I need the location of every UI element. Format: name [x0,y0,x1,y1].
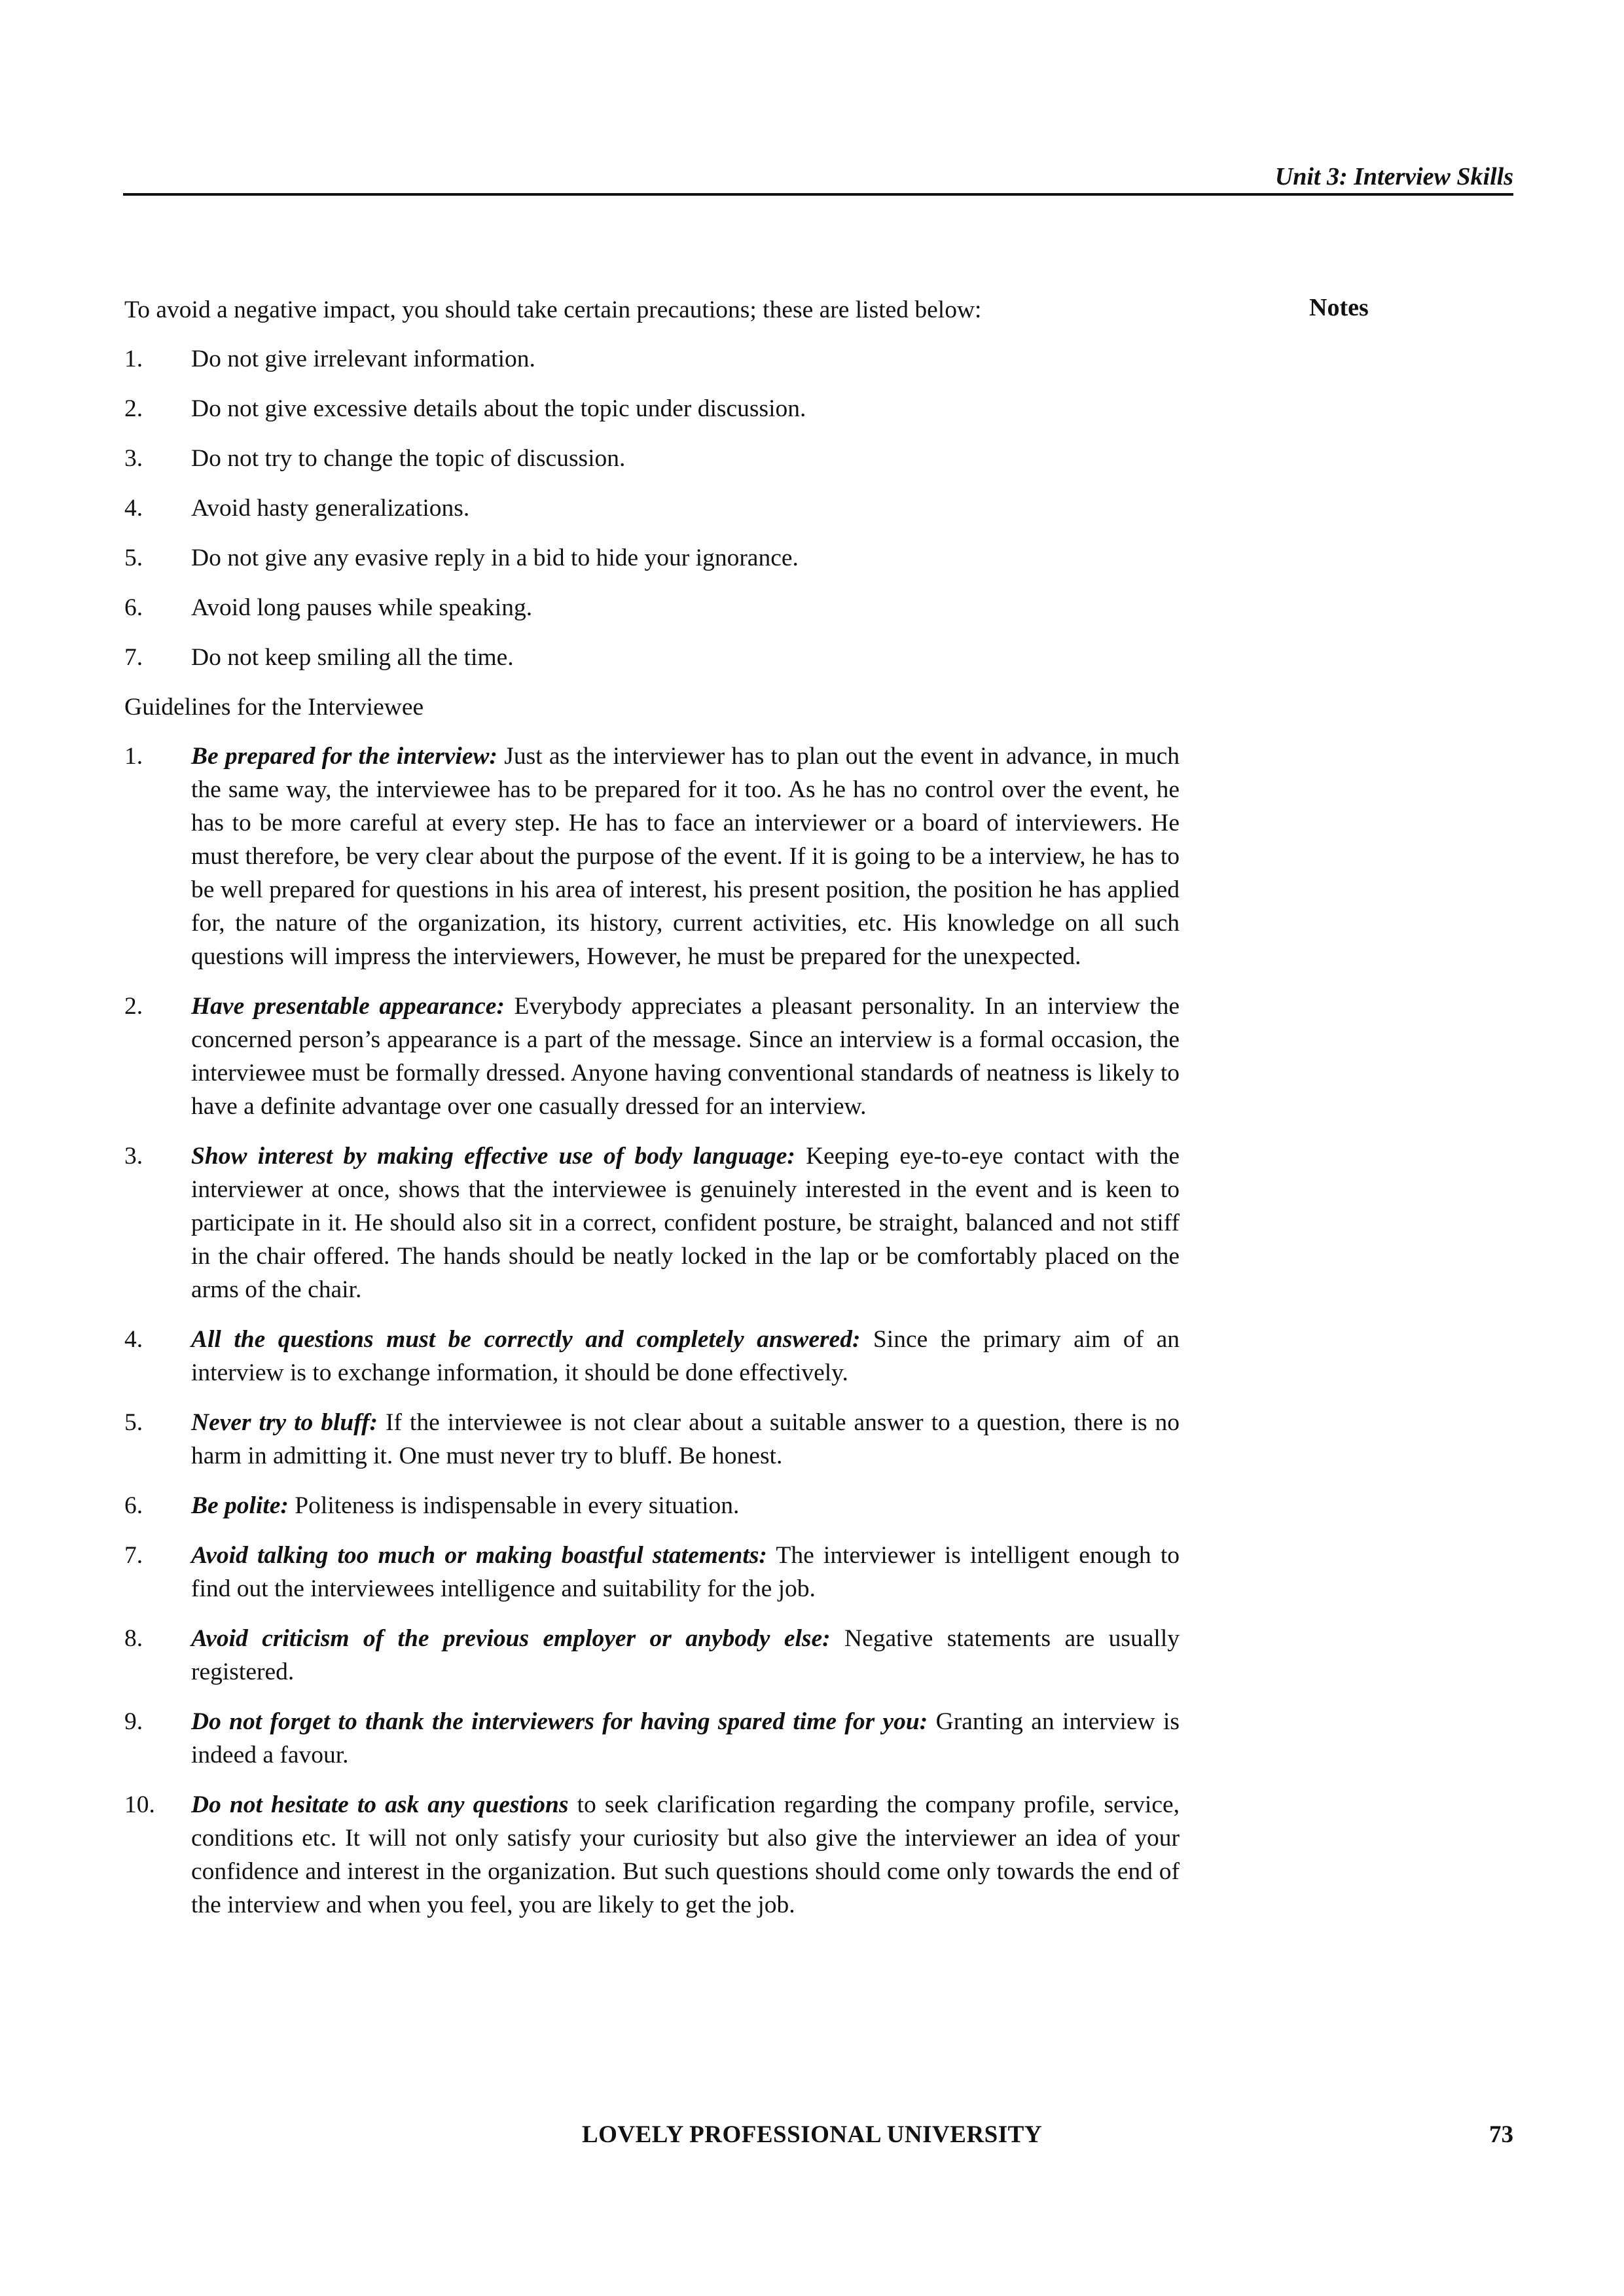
list-item-number: 7. [124,644,143,671]
guideline-number: 6. [124,1492,143,1519]
guideline-text: Everybody appreciates a pleasant personality. In an interview the concerned person’s appearance is a part of the message. Since an interview is a formal occasion, the interviewee must be formally dressed. Anyone having conventional standards of neatness is likely to have a definite advantage over one casually dressed for an interview. [191,993,1180,1120]
list-item [124,591,1180,624]
guideline-item [124,1489,1180,1522]
guideline-title: Do not forget to thank the interviewers for having spared time for you: [191,1708,928,1735]
header-rule [123,193,1513,196]
guideline-number: 7. [124,1542,143,1569]
guideline-text: Keeping eye-to-eye contact with the interviewer at once, shows that the interviewee is genuinely interested in the event and is keen to participate in it. He should also sit in a correct, confident posture, be straight, balanced and not stiff in the chair offered. The hands should be neatly locked in the lap or be comfortably placed on the arms of the chair. [191,1143,1180,1303]
list-item [124,492,1180,525]
guideline-number: 2. [124,993,143,1020]
list-item [124,641,1180,674]
list-item [124,392,1180,425]
list-item [124,342,1180,376]
guideline-item [124,1406,1180,1473]
guideline-title: Avoid talking too much or making boastful statements: [191,1542,767,1569]
guideline-number: 10. [124,1791,155,1818]
guideline-title: Do not hesitate to ask any questions [191,1791,569,1818]
list-item [124,541,1180,575]
guideline-number: 8. [124,1625,143,1652]
list-item-text: Do not try to change the topic of discussion. [191,445,626,472]
guidelines-heading: Guidelines for the Interviewee [124,694,424,721]
guideline-text: The interviewer is intelligent enough to find out the interviewees intelligence and suitability for the job. [191,1542,1180,1602]
guideline-title: Avoid criticism of the previous employer or anybody else: [191,1625,831,1652]
list-item-text: Do not give any evasive reply in a bid to hide your ignorance. [191,545,799,571]
list-item-number: 1. [124,346,143,372]
guideline-title: Have presentable appearance: [191,993,505,1020]
intro-paragraph: To avoid a negative impact, you should take certain precautions; these are listed below: [124,296,982,323]
list-item-number: 3. [124,445,143,472]
guideline-item [124,990,1180,1123]
list-item-text: Do not give irrelevant information. [191,346,535,372]
guideline-title: Show interest by making effective use of body language: [191,1143,795,1170]
footer-page-number: 73 [1489,2121,1513,2148]
guideline-text: Since the primary aim of an interview is to exchange information, it should be done effectively. [191,1326,1180,1386]
list-item-number: 6. [124,594,143,621]
guidelines-list [124,740,1180,1922]
list-item-text: Avoid hasty generalizations. [191,495,470,522]
guideline-item [124,1539,1180,1605]
list-item-number: 2. [124,395,143,422]
guideline-title: All the questions must be correctly and completely answered: [191,1326,861,1353]
guideline-number: 9. [124,1708,143,1735]
list-item-text: Do not give excessive details about the topic under discussion. [191,395,806,422]
guideline-title: Never try to bluff: [191,1409,378,1436]
guideline-item [124,1705,1180,1772]
guideline-text: Granting an interview is indeed a favour. [191,1708,1180,1768]
guideline-text: If the interviewee is not clear about a suitable answer to a question, there is no harm in admitting it. One must never try to bluff. Be honest. [191,1409,1180,1469]
notes-margin-label: Notes [1309,294,1369,321]
guideline-item [124,1622,1180,1689]
list-item-number: 4. [124,495,143,522]
guideline-item [124,740,1180,973]
guideline-number: 5. [124,1409,143,1436]
precautions-list [124,342,1180,674]
guideline-item [124,1323,1180,1390]
guideline-item [124,1139,1180,1306]
guideline-number: 1. [124,743,143,770]
guideline-text: Negative statements are usually registered. [191,1625,1180,1685]
guideline-item [124,1788,1180,1922]
guideline-number: 4. [124,1326,143,1353]
guideline-text: Just as the interviewer has to plan out the event in advance, in much the same way, the interviewee has to be prepared for it too. As he has no control over the event, he has to be more careful at every step. He has to face an interviewer or a board of interviewers. He must therefore, be very clear about the purpose of the event. If it is going to be a interview, he has to be well prepared for questions in his area of interest, his present position, the position he has applied for, the nature of the organization, its history, current activities, etc. His knowledge on all such questions will impress the interviewers, However, he must be prepared for the unexpected. [191,743,1180,970]
guideline-text: Politeness is indispensable in every situation. [288,1492,740,1519]
guideline-number: 3. [124,1143,143,1170]
page-header-unit-title: Unit 3: Interview Skills [1274,163,1513,190]
guideline-title: Be prepared for the interview: [191,743,497,770]
guideline-title: Be polite: [191,1492,289,1519]
guideline-text: to seek clarification regarding the company profile, service, conditions etc. It will not only satisfy your curiosity but also give the interviewer an idea of your confidence and interest in the organization. But such questions should come only towards the end of the interview and when you feel, you are likely to get the job. [191,1791,1180,1918]
list-item-text: Avoid long pauses while speaking. [191,594,533,621]
footer-university-name: LOVELY PROFESSIONAL UNIVERSITY [581,2121,1043,2148]
list-item-number: 5. [124,545,143,571]
main-content [124,293,1180,1938]
list-item [124,442,1180,475]
list-item-text: Do not keep smiling all the time. [191,644,514,671]
